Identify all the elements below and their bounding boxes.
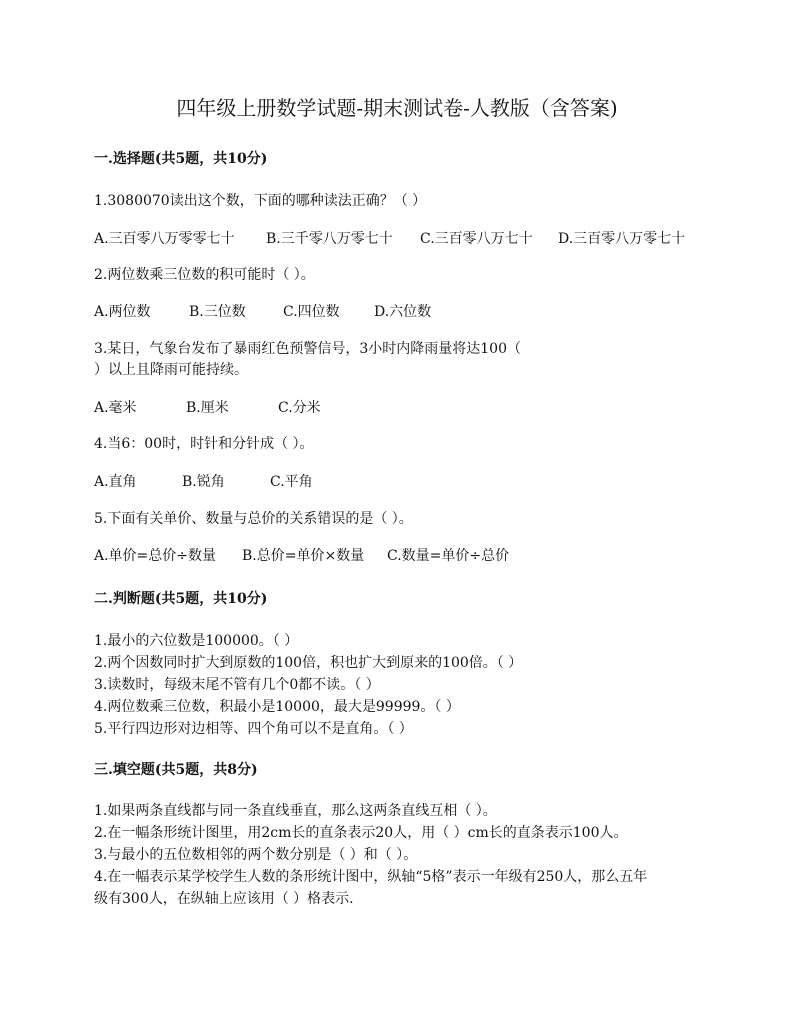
question-stem: 5.下面有关单价、数量与总价的关系错误的是（ ）。 xyxy=(94,511,413,527)
option-b: B.锐角 xyxy=(182,474,225,490)
judgement-item: 2.两个因数同时扩大到原数的100倍，积也扩大到原来的100倍。（ ） xyxy=(94,655,523,671)
question-stem: 4.当6：00时，时针和分针成（ ）。 xyxy=(94,436,314,452)
section-heading-choice: 一.选择题(共5题，共10分) xyxy=(94,151,268,167)
option-b: B.三位数 xyxy=(189,304,246,320)
question-options xyxy=(94,399,321,417)
option-a: A.单价=总价÷数量 xyxy=(94,548,217,564)
option-b: B.总价=单价×数量 xyxy=(242,548,365,564)
option-a: A.三百零八万零零七十 xyxy=(94,231,235,247)
question-options xyxy=(94,547,509,565)
option-d: D.三百零八万零七十 xyxy=(558,231,686,247)
question-options xyxy=(94,473,313,491)
option-c: C.四位数 xyxy=(283,304,340,320)
option-d: D.六位数 xyxy=(374,304,432,320)
option-b: B.厘米 xyxy=(186,400,229,416)
document-title: 四年级上册数学试题-期末测试卷-人教版（含答案) xyxy=(176,96,618,120)
judgement-item: 5.平行四边形对边相等、四个角可以不是直角。（ ） xyxy=(94,721,413,737)
question-options xyxy=(94,230,685,248)
judgement-item: 3.读数时，每级末尾不管有几个0都不读。（ ） xyxy=(94,677,380,693)
fill-item-continued: 级有300人，在纵轴上应该用（ ）格表示. xyxy=(94,891,354,907)
option-a: A.直角 xyxy=(94,474,137,490)
question-stem: 2.两位数乘三位数的积可能时（ ）。 xyxy=(94,267,315,283)
question-stem: 1.3080070读出这个数，下面的哪种读法正确？（ ） xyxy=(94,193,427,209)
option-c: C.三百零八万七十 xyxy=(420,231,533,247)
judgement-item: 1.最小的六位数是100000。（ ） xyxy=(94,633,299,649)
fill-item: 4.在一幅表示某学校学生人数的条形统计图中，纵轴“5格”表示一年级有250人，那么五年 xyxy=(94,869,648,885)
option-c: C.分米 xyxy=(278,400,321,416)
option-c: C.平角 xyxy=(270,474,313,490)
question-stem-line: ）以上且降雨可能持续。 xyxy=(94,362,248,378)
judgement-item: 4.两位数乘三位数，积最小是10000，最大是99999。（ ） xyxy=(94,699,460,715)
option-c: C.数量=单价÷总价 xyxy=(387,548,510,564)
question-stem-line: 3.某日，气象台发布了暴雨红色预警信号，3小时内降雨量将达100（ xyxy=(94,341,521,357)
option-a: A.两位数 xyxy=(94,304,151,320)
question-options xyxy=(94,303,431,321)
option-a: A.毫米 xyxy=(94,400,137,416)
fill-item: 2.在一幅条形统计图里，用2cm长的直条表示20人，用（ ）cm长的直条表示100人。 xyxy=(94,825,628,841)
option-b: B.三千零八万零七十 xyxy=(266,231,393,247)
section-heading-fill: 三.填空题(共5题，共8分) xyxy=(94,762,258,778)
fill-item: 3.与最小的五位数相邻的两个数分别是（ ）和（ ）。 xyxy=(94,847,418,863)
section-heading-judgement: 二.判断题(共5题，共10分) xyxy=(94,591,268,607)
fill-item: 1.如果两条直线都与同一条直线垂直，那么这两条直线互相（ ）。 xyxy=(94,803,497,819)
